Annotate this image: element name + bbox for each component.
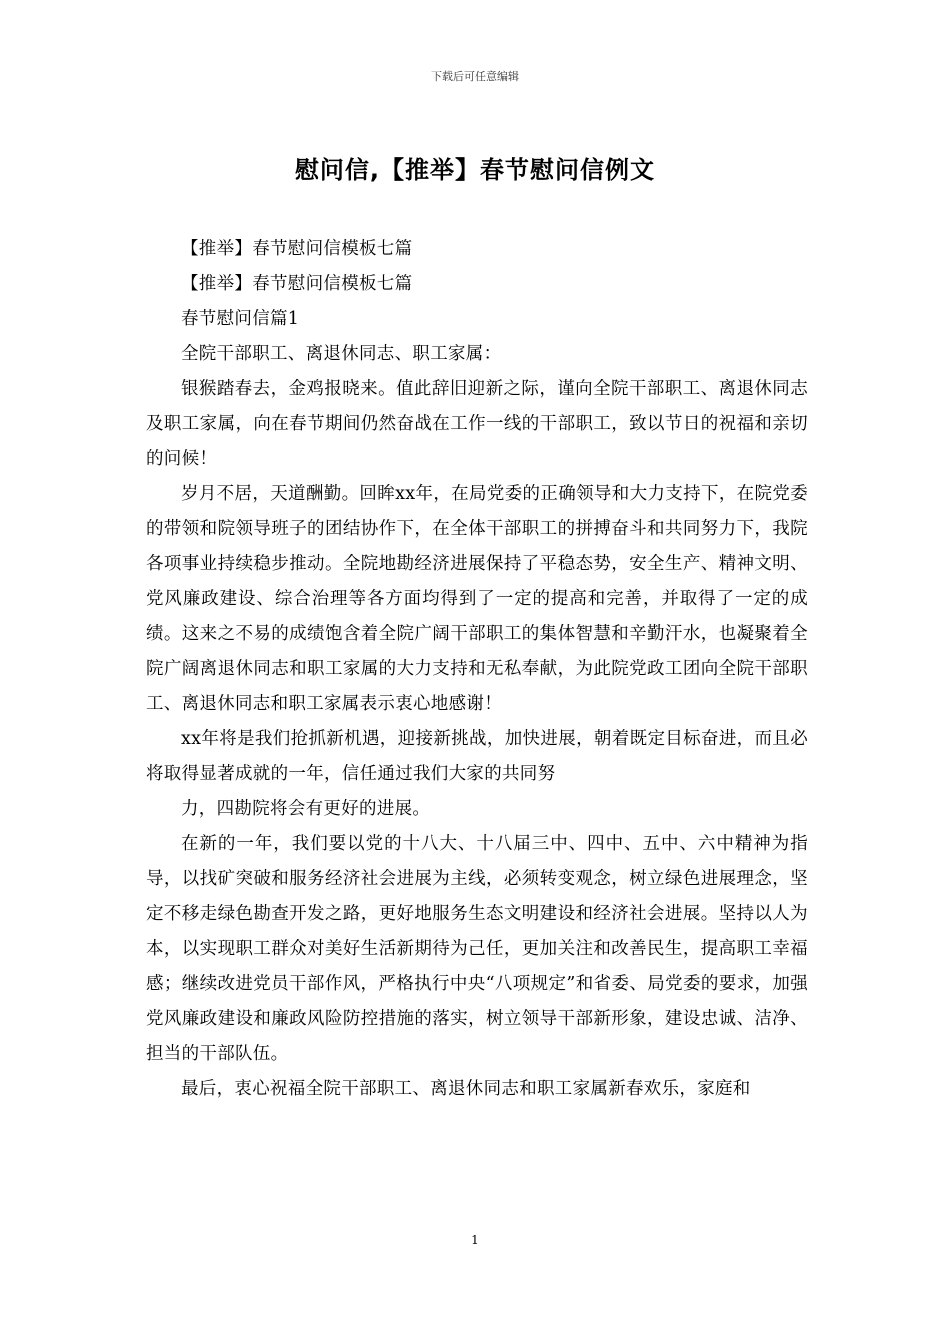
paragraph: 最后，衷心祝福全院干部职工、离退休同志和职工家属新春欢乐，家庭和 [181, 1079, 751, 1099]
page-number: 1 [471, 1233, 479, 1247]
document-title: 慰问信,【推举】春节慰问信例文 [294, 156, 656, 184]
paragraph: 力，四勘院将会有更好的进展。 [181, 799, 431, 819]
paragraph: 全院干部职工、离退休同志、职工家属： [181, 344, 502, 364]
paragraph: 春节慰问信篇1 [181, 309, 300, 329]
header-note: 下载后可任意编辑 [431, 70, 519, 83]
paragraph: 【推举】春节慰问信模板七篇 [181, 274, 413, 294]
paragraph: 岁月不居，天道酬勤。回眸xx年，在局党委的正确领导和大力支持下，在院党委的带领和院领导班子的团结协作下，在全体干部职工的拼搏奋斗和共同努力下，我院各项事业持续稳步推动。全院地勘经济进展保持了平稳态势，安全生产、精神文明、党风廉政建设、综合治理等各方面均得到了一定的提高和完善，并取得了一定的成绩。这来之不易的成绩饱含着全院广阔干部职工的集体智慧和辛勤汗水，也凝聚着全院广阔离退休同志和职工家属的大力支持和无私奉献，为此院党政工团向全院干部职工、离退休同志和职工家属表示衷心地感谢！ [146, 484, 808, 714]
document-body [146, 232, 808, 1107]
paragraph: 银猴踏春去，金鸡报晓来。值此辞旧迎新之际，谨向全院干部职工、离退休同志及职工家属，向在春节期间仍然奋战在工作一线的干部职工，致以节日的祝福和亲切的问候！ [146, 379, 808, 469]
paragraph: xx年将是我们抢抓新机遇，迎接新挑战，加快进展，朝着既定目标奋进，而且必将取得显著成就的一年，信任通过我们大家的共同努 [146, 729, 808, 784]
paragraph: 在新的一年，我们要以党的十八大、十八届三中、四中、五中、六中精神为指导，以找矿突破和服务经济社会进展为主线，必须转变观念，树立绿色进展理念，坚定不移走绿色勘查开发之路，更好地服务生态文明建设和经济社会进展。坚持以人为本，以实现职工群众对美好生活新期待为己任，更加关注和改善民生，提高职工幸福感；继续改进党员干部作风，严格执行中央“八项规定”和省委、局党委的要求，加强党风廉政建设和廉政风险防控措施的落实，树立领导干部新形象，建设忠诚、洁净、担当的干部队伍。 [146, 834, 808, 1064]
paragraph: 【推举】春节慰问信模板七篇 [181, 239, 413, 259]
